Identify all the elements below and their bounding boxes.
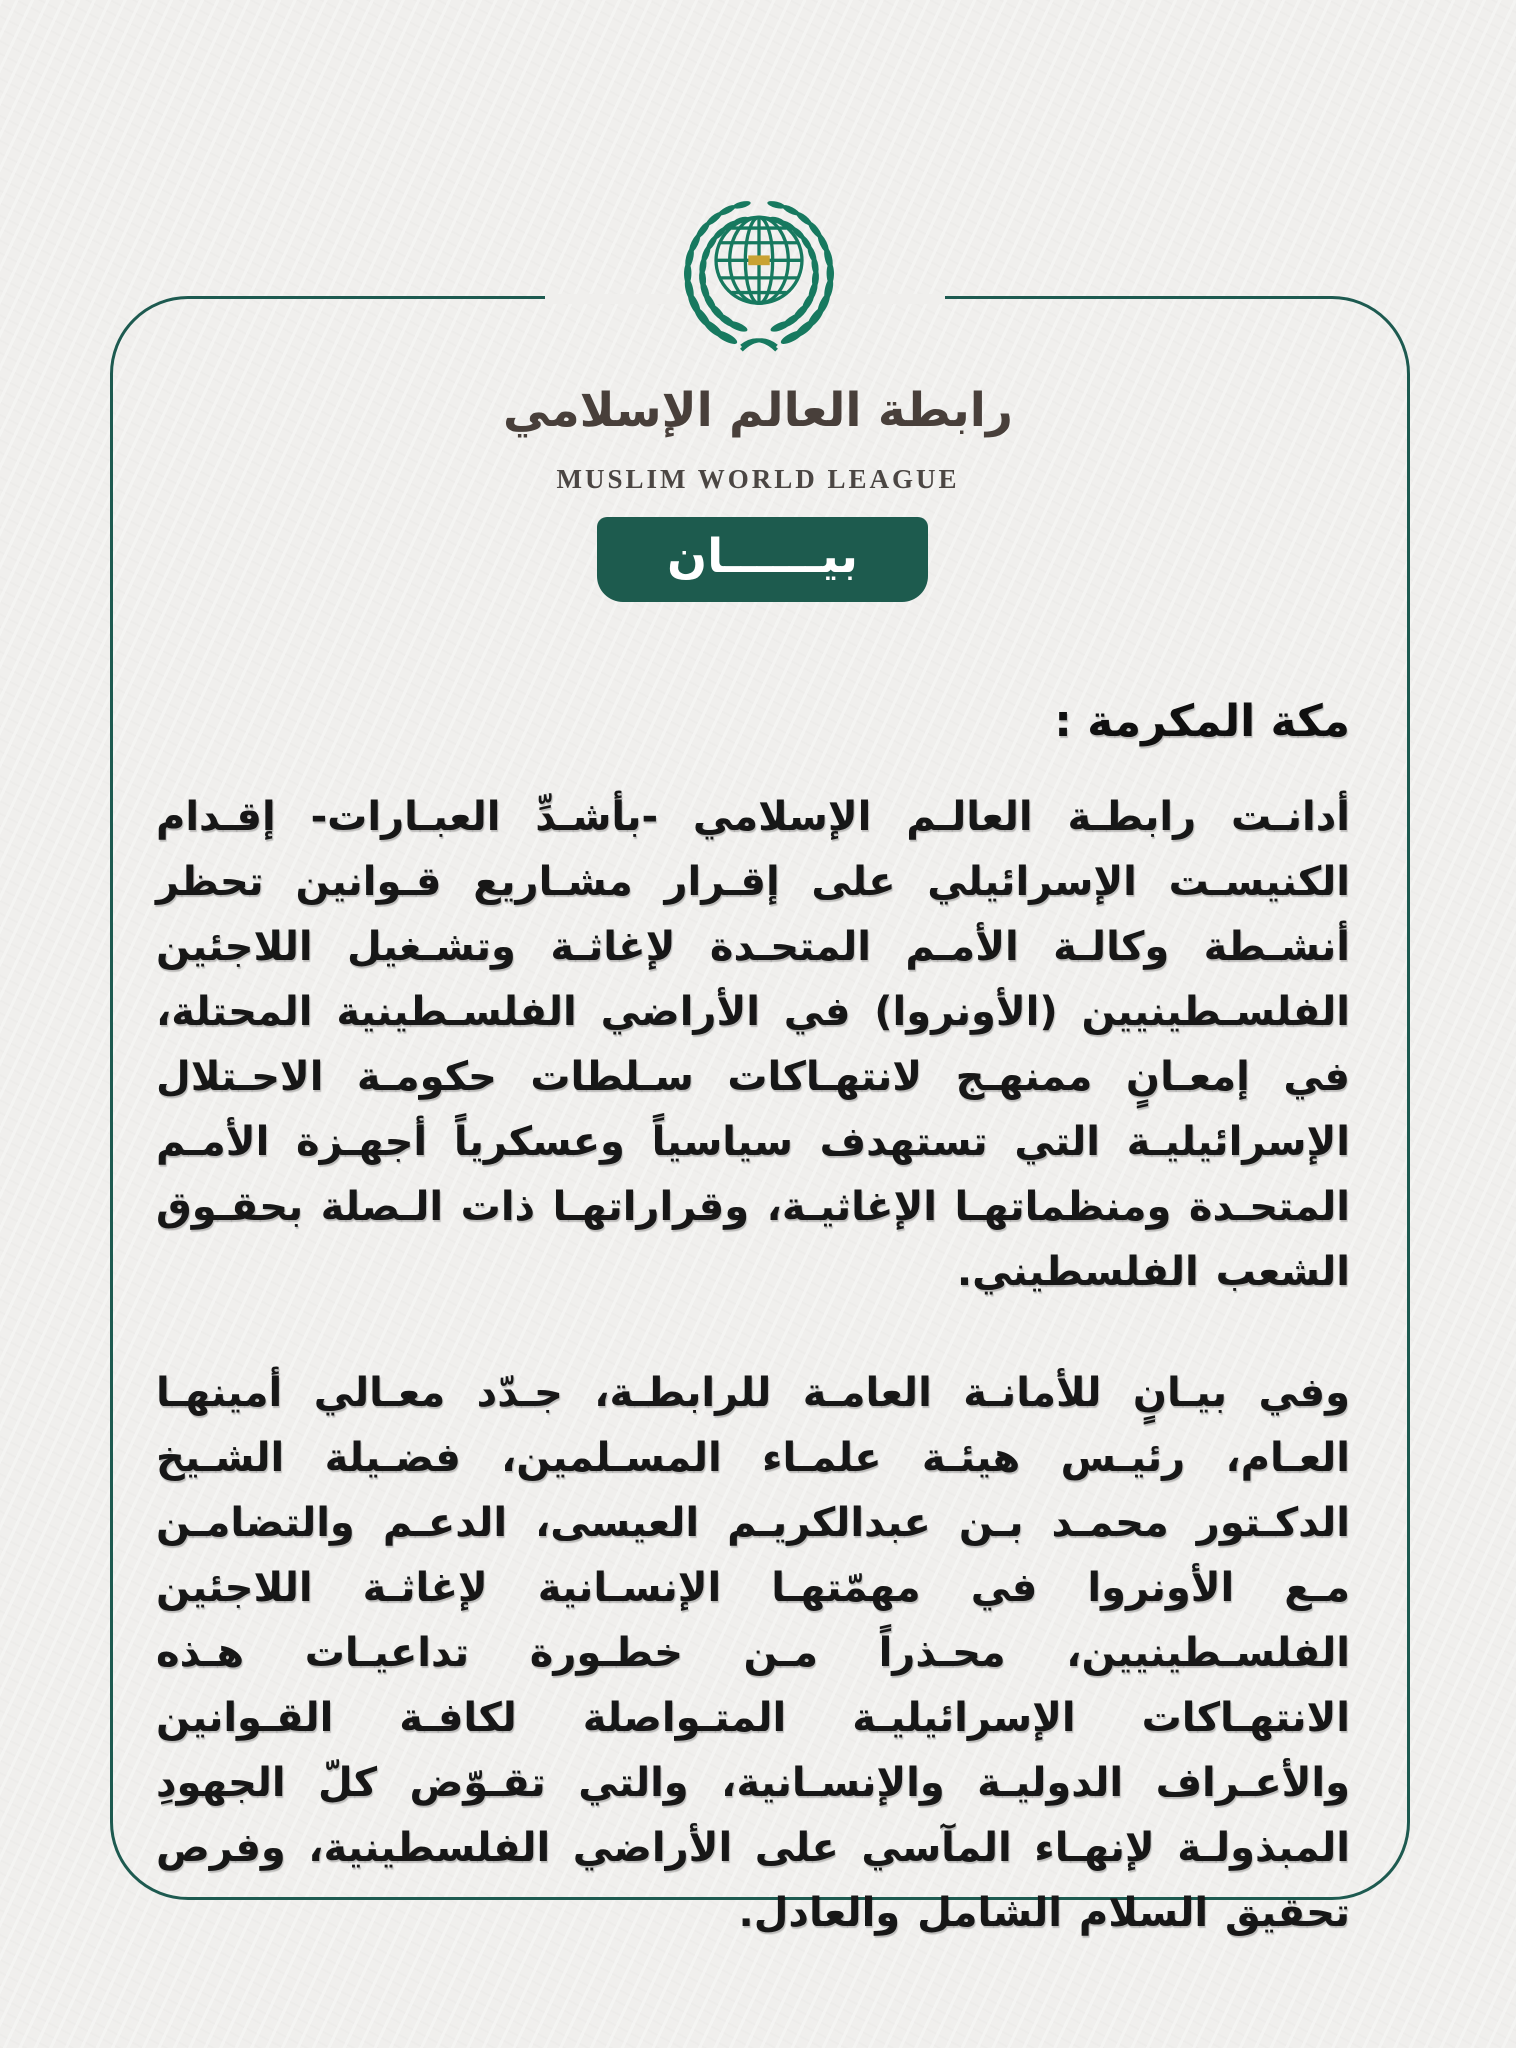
- city-title: مكة المكرمة :: [1054, 696, 1350, 747]
- statement-paragraph-1: أدانـت رابطـة العالـم الإسلامي -بأشـدِّ العبـارات- إقـدام الكنيسـت الإسرائيلي على إقـرار مشـاريع قـوانين تحظر أنشـطة وكالـة الأمـم المتحـدة لإغاثـة وتشـغيل اللاجئين الفلسـطينيين (الأونروا) في الأراضي الفلسـطينية المحتلة، في إمعـانٍ ممنهـج لانتهـاكات سـلطات حكومـة الاحـتلال الإسرائيليـة التي تستهدف سياسياً وعسكرياً أجهـزة الأمـم المتحـدة ومنظماتهـا الإغاثيـة، وقراراتهـا ذات الـصلة بحقـوق الشعب الفلسطيني.: [156, 794, 1350, 1295]
- statement-banner-label: بيــــــان: [667, 529, 858, 584]
- statement-paragraph-2: وفي بيـانٍ للأمانـة العامـة للرابطـة، جـدّد معـالي أمينهـا العـام، رئيـس هيئـة علمـاء المسـلمين، فضـيلة الشـيخ الدكـتور محمـد بـن عبدالكريـم العيسى، الدعـم والتضامـن مـع الأونروا في مهمّتهـا الإنسـانية لإغاثـة اللاجئين الفلسـطينيين، محـذراً مـن خطـورة تداعيـات هـذه الانتهـاكات الإسرائيليـة المتـواصلة لكافـة القـوانين والأعـراف الدوليـة والإنسـانية، والتي تقـوّض كلّ الجهودِ المبذولـة لإنهـاء المآسي على الأراضي الفلسطينية، وفرص تحقيق السلام الشامل والعادل.: [156, 1370, 1350, 1936]
- statement-body: [110, 296, 1410, 1946]
- logo-arabic-calligraphy: رابطة العالم الإسلامي: [503, 382, 1013, 438]
- logo-english-name: MUSLIM WORLD LEAGUE: [556, 464, 960, 494]
